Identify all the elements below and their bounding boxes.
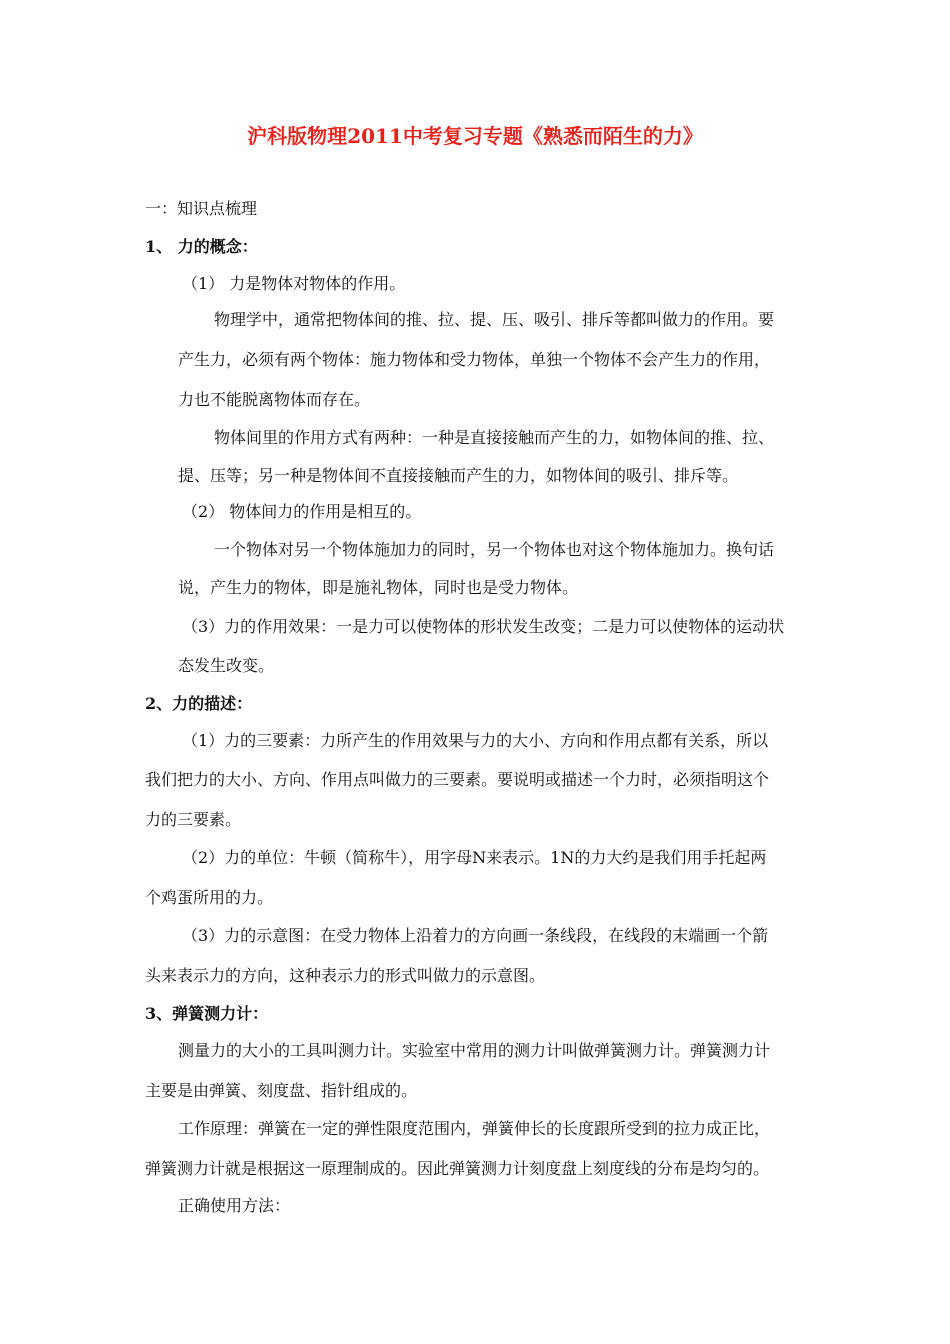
heading-spring-scale: 3、弹簧测力计： xyxy=(145,1004,269,1023)
paragraph-line: 个鸡蛋所用的力。 xyxy=(145,888,274,907)
paragraph-line: 物体间里的作用方式有两种：一种是直接接触而产生的力，如物体间的推、拉、 xyxy=(214,428,775,447)
paragraph-line: 正确使用方法： xyxy=(178,1196,291,1215)
paragraph-line: 弹簧测力计就是根据这一原理制成的。因此弹簧测力计刻度盘上刻度线的分布是均匀的。 xyxy=(145,1159,770,1178)
document-title: 沪科版物理2011中考复习专题《熟悉而陌生的力》 xyxy=(247,124,703,148)
paragraph-line: 力也不能脱离物体而存在。 xyxy=(178,390,371,409)
paragraph-line: （2）力的单位：牛顿（简称牛），用字母N来表示。1N的力大约是我们用手托起两 xyxy=(182,848,767,867)
paragraph-line: （3）力的示意图：在受力物体上沿着力的方向画一条线段，在线段的末端画一个箭 xyxy=(182,926,769,945)
paragraph-line: 态发生改变。 xyxy=(178,656,275,675)
heading-force-concept: 1、 力的概念： xyxy=(145,237,258,256)
paragraph-line: 工作原理：弹簧在一定的弹性限度范围内，弹簧伸长的长度跟所受到的拉力成正比， xyxy=(178,1119,771,1138)
paragraph-line: 主要是由弹簧、刻度盘、指针组成的。 xyxy=(145,1081,418,1100)
heading-force-description: 2、力的描述： xyxy=(145,694,253,713)
paragraph-line: 我们把力的大小、方向、作用点叫做力的三要素。要说明或描述一个力时，必须指明这个 xyxy=(145,770,770,789)
paragraph-line: （1） 力是物体对物体的作用。 xyxy=(182,274,406,293)
paragraph-line: （1）力的三要素：力所产生的作用效果与力的大小、方向和作用点都有关系，所以 xyxy=(182,731,769,750)
paragraph-line: 力的三要素。 xyxy=(145,810,242,829)
paragraph-line: 头来表示力的方向，这种表示力的形式叫做力的示意图。 xyxy=(145,966,546,985)
paragraph-line: （3）力的作用效果：一是力可以使物体的形状发生改变；二是力可以使物体的运动状 xyxy=(182,617,785,636)
paragraph-line: 产生力，必须有两个物体：施力物体和受力物体，单独一个物体不会产生力的作用， xyxy=(178,350,771,369)
paragraph-line: 提、压等；另一种是物体间不直接接触而产生的力，如物体间的吸引、排斥等。 xyxy=(178,466,739,485)
paragraph-line: 一个物体对另一个物体施加力的同时，另一个物体也对这个物体施加力。换句话 xyxy=(214,540,775,559)
paragraph-line: 测量力的大小的工具叫测力计。实验室中常用的测力计叫做弹簧测力计。弹簧测力计 xyxy=(178,1041,771,1060)
paragraph-line: （2） 物体间力的作用是相互的。 xyxy=(182,502,422,521)
paragraph-line: 说，产生力的物体，即是施礼物体，同时也是受力物体。 xyxy=(178,578,579,597)
section-heading-knowledge: 一：知识点梳理 xyxy=(145,199,258,218)
paragraph-line: 物理学中，通常把物体间的推、拉、提、压、吸引、排斥等都叫做力的作用。要 xyxy=(214,310,775,329)
